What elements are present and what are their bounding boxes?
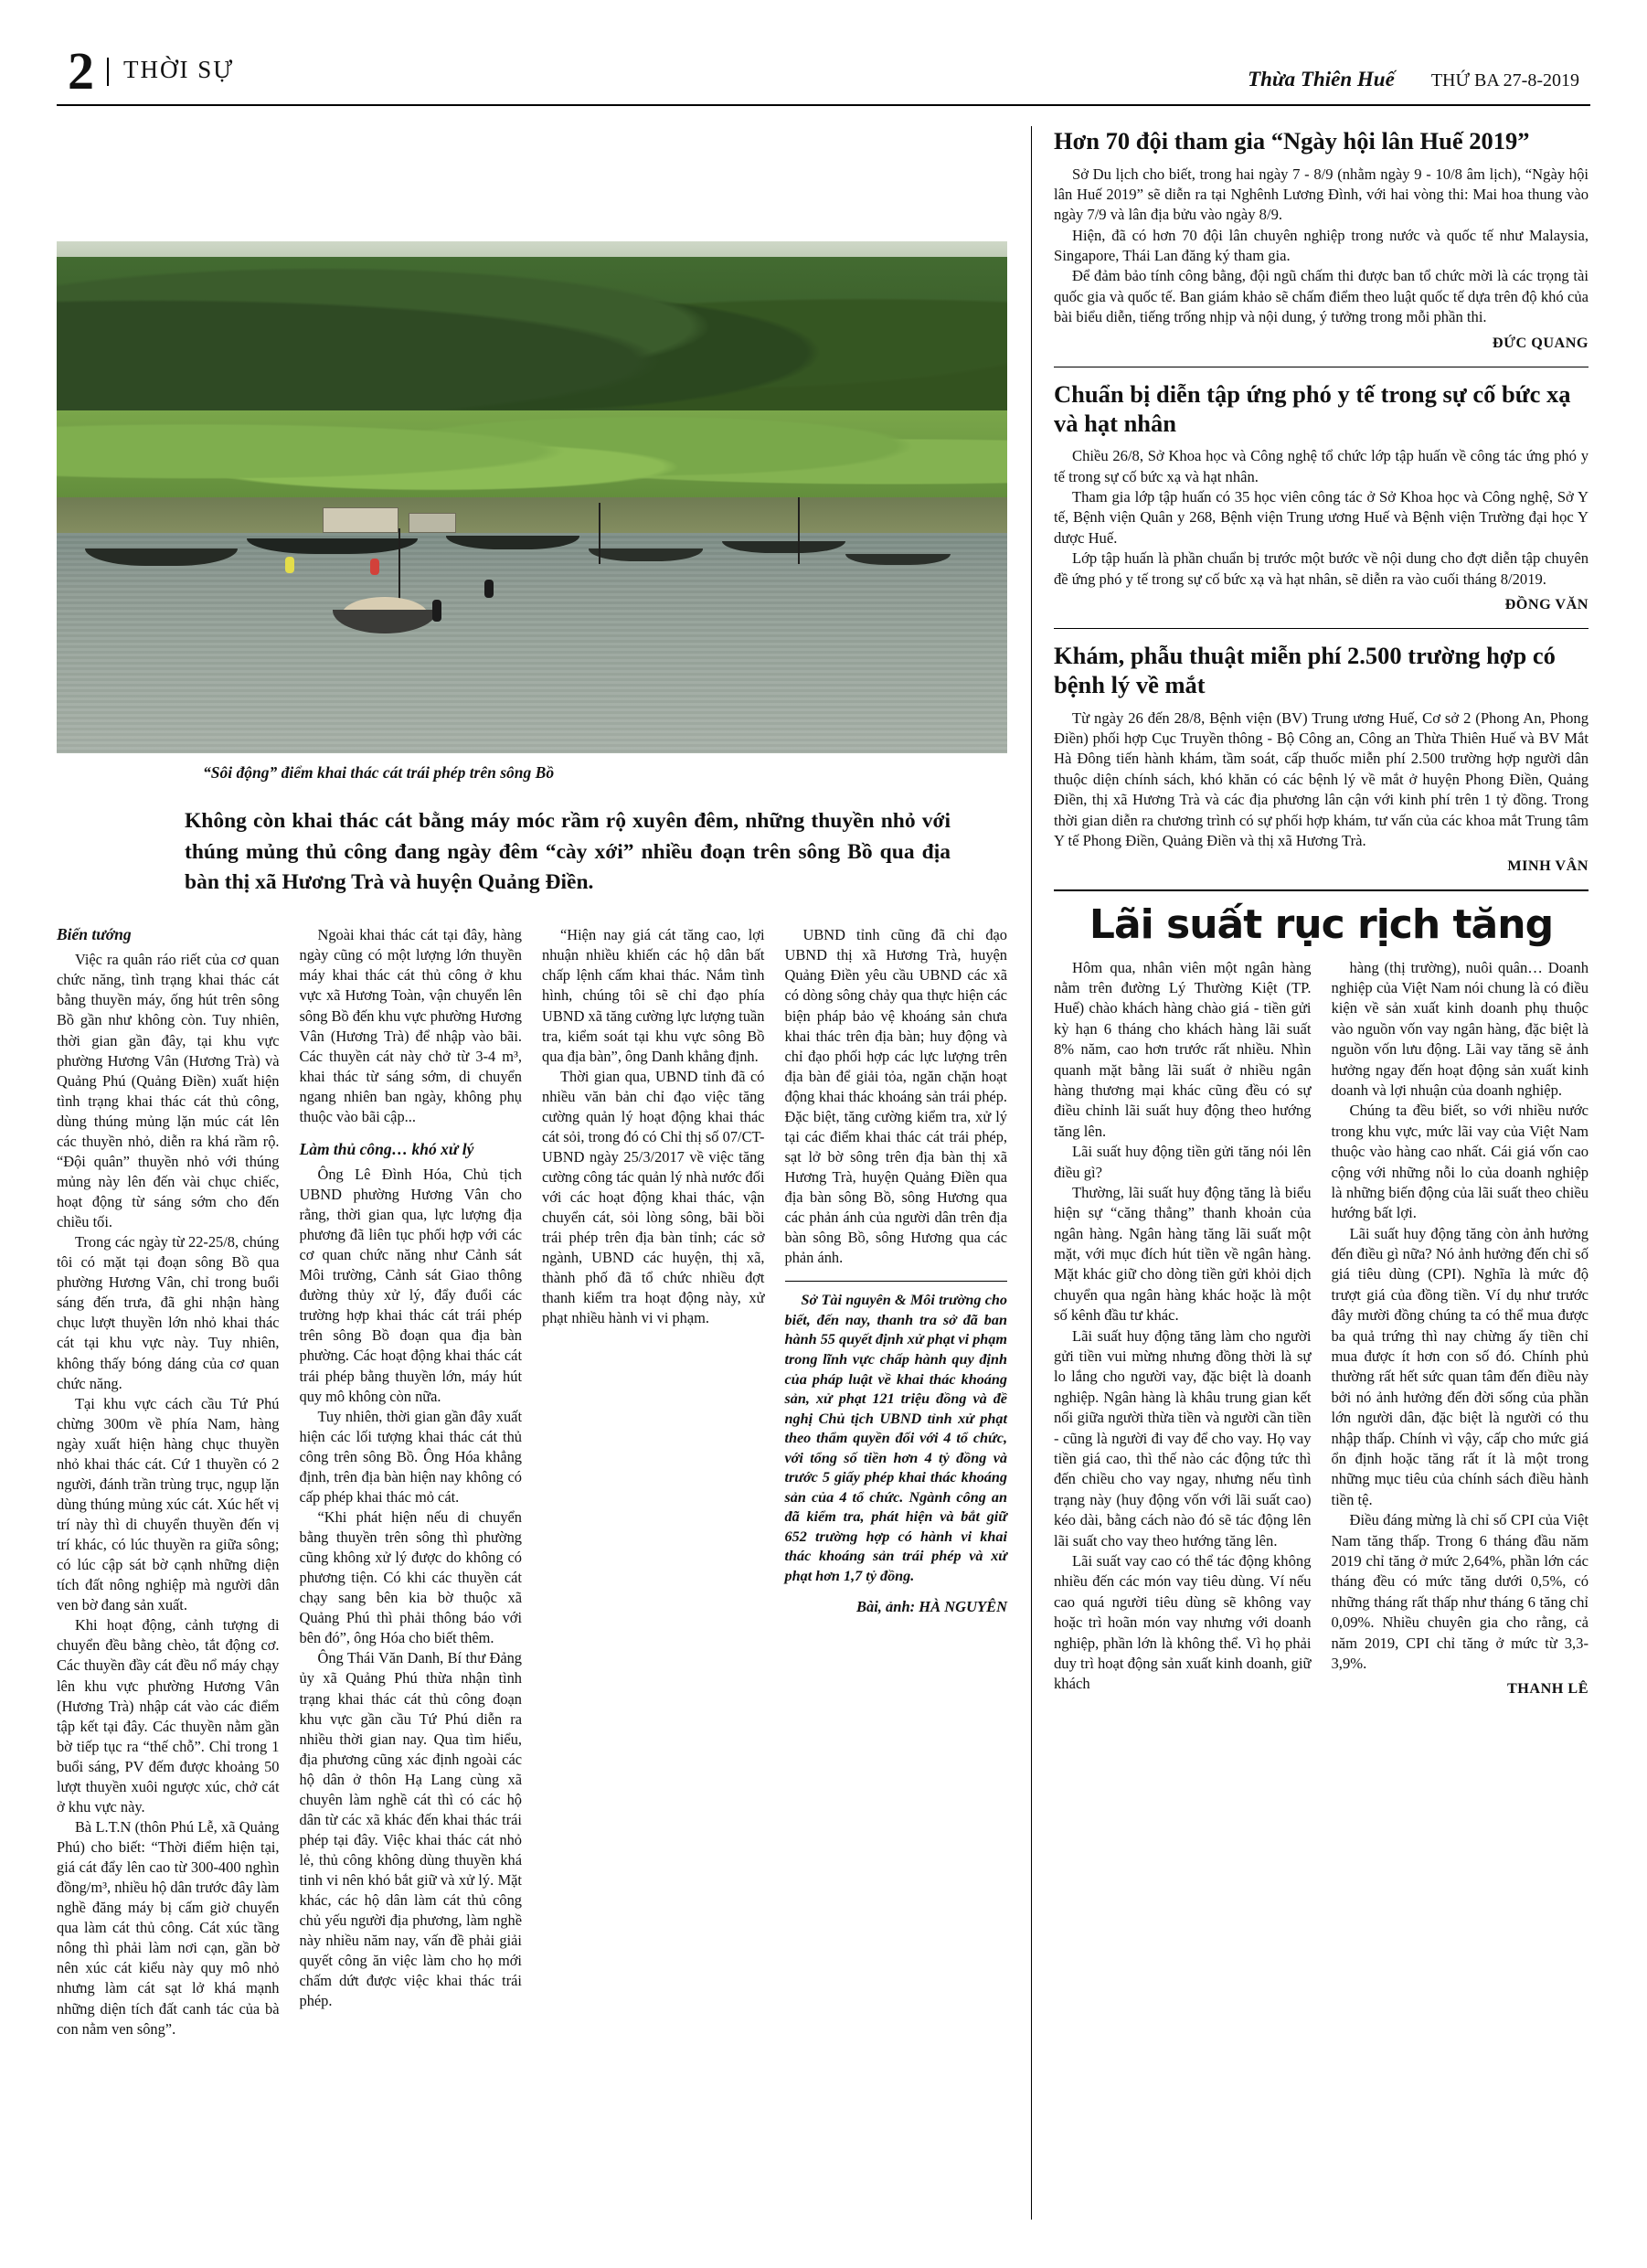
paragraph: Lãi suất huy động tiền gửi tăng nói lên điều gì? <box>1054 1143 1312 1181</box>
main-story <box>57 126 1007 2220</box>
paragraph: Từ ngày 26 đến 28/8, Bệnh viện (BV) Trung ương Huế, Cơ sở 2 (Phong An, Phong Điền) phối hợp Cục Truyền thông - Bộ Công an, Công an Thừa Thiên Huế và BV Mắt Hà Đông tiến hành khám, tầm soát, cấp thuốc miễn phí 2.500 trường hợp người dân thuộc diện chính sách, khó khăn có các bệnh lý về mắt ở huyện Phong Điền, Quảng Điền, thị xã Hương Trà và các địa phương lân cận với kinh phí trên 1 tỷ đồng. Trong thời gian diễn ra chương trình có sự phối hợp khám, tư vấn của các khoa mắt Trung tâm Y tế Phong Điền, Quảng Điền và thị xã Hương Trà. <box>1054 708 1589 850</box>
photo-caption: “Sôi động” điểm khai thác cát trái phép trên sông Bồ <box>203 763 555 783</box>
paragraph: Để đảm bảo tính công bằng, đội ngũ chấm thi được ban tổ chức mời là các trọng tài quốc gia và quốc tế. Ban giám khảo sẽ chấm điểm theo luật quốc tế dựa trên độ khó của bài biểu diễn, tiếng trống nhịp và nội dung, ý tưởng trong mỗi phần thi. <box>1054 267 1589 326</box>
paragraph: Thường, lãi suất huy động tăng là biểu hiện sự “căng thẳng” thanh khoản của ngân hàng. Ngân hàng tăng lãi suất một mặt, với mục đích hút tiền về ngân hàng. Mặt khác giữ cho dòng tiền gửi khỏi dịch chuyển qua ngân hàng khác hoặc là một số kênh đầu tư khác. <box>1054 1183 1312 1325</box>
feature-column-right <box>1332 958 1589 1698</box>
paragraph: Chúng ta đều biết, so với nhiều nước trong khu vực, mức lãi vay của Việt Nam thuộc vào hàng cao nhất. Cái giá vốn cao cộng với những nỗi lo của doanh nghiệp là những biến động của lãi suất theo chiều hướng bất lợi. <box>1331 1102 1589 1222</box>
sidebar-headline: Khám, phẫu thuật miễn phí 2.500 trường hợp có bệnh lý về mắt <box>1054 642 1556 699</box>
paragraph: Ông Lê Đình Hóa, Chủ tịch UBND phường Hương Vân cho rằng, thời gian qua, lực lượng địa phương đã liên tục phối hợp với các cơ quan chức năng như Cảnh sát Môi trường, Cảnh sát Giao thông đường thủy xử lý, đẩy đuổi các trường hợp khai thác cát trái phép trên sông Bồ đoạn qua địa bàn phường. Các hoạt động khai thác cát trái phép bằng thuyền lớn, máy hút quy mô không còn nữa. <box>299 1165 522 1405</box>
feature-columns <box>1054 958 1589 1698</box>
paragraph: Lớp tập huấn là phần chuẩn bị trước một bước về nội dung cho đợt diễn tập chuyên đề ứng phó y tế trong sự cố bức xạ và hạt nhân, sẽ diễn ra vào cuối tháng 8/2019. <box>1054 549 1589 588</box>
factbox-text: Sở Tài nguyên & Môi trường cho biết, đến nay, thanh tra sở đã ban hành 55 quyết định xử phạt vi phạm trong lĩnh vực chấp hành quy định của pháp luật về khai thác khoáng sản, xử phạt 121 triệu đồng và đề nghị Chủ tịch UBND tỉnh xử phạt theo thẩm quyền đối với 4 tổ chức, với tổng số tiền hơn 4 tỷ đồng và trước 5 giấy phép khai thác khoáng sản của 4 tổ chức. Ngành công an đã kiểm tra, phát hiện và bắt giữ 652 trường hợp có hành vi khai thác khoáng sản trái phép và xử phạt hơn 1,7 tỷ đồng. <box>784 1292 1007 1584</box>
photo-pole <box>599 503 600 564</box>
story-column-4 <box>785 925 1008 2039</box>
feature-headline: Lãi suất rục rịch tăng <box>1089 901 1554 949</box>
paragraph: Ông Thái Văn Danh, Bí thư Đảng ủy xã Quảng Phú thừa nhận tình trạng khai thác cát thủ công đoạn khu vực gần cầu Tứ Phú diễn ra nhiều thời gian nay. Qua tìm hiểu, địa phương cũng xác định ngoài các hộ dân ở thôn Hạ Lang cùng xã chuyên làm nghề cát thì có các hộ dân từ các xã khác đến khai thác trái phép tại đây. Việc khai thác cát nhỏ lẻ, thủ công không dùng thuyền khá tinh vi nên khó bắt giữ và xử lý. Mặt khác, các hộ dân làm cát thủ công chủ yếu người địa phương, làm nghề này nhiều năm nay, vấn đề phải giải quyết công ăn việc làm cho họ mới chấm dứt được việc khai thác trái phép. <box>299 1649 522 2010</box>
story-columns <box>57 925 1007 2039</box>
photo-hut <box>323 507 398 533</box>
sidebar-article-lan-hue <box>1054 126 1589 351</box>
page-number: 2 <box>68 41 94 101</box>
sidebar-headline: Chuẩn bị diễn tập ứng phó y tế trong sự cố bức xạ và hạt nhân <box>1054 379 1571 437</box>
feature-byline: THANH LÊ <box>1506 1680 1589 1698</box>
paragraph: Lãi suất huy động tăng làm cho người gửi tiền vui mừng nhưng đồng thời là sự lo lắng cho người vay, đặc biệt là doanh nghiệp. Ngân hàng là khâu trung gian kết nối giữa người thừa tiền và người cần tiền - cũng là người đi vay để cho vay. Họ vay tiền giá cao, thì thế nào các động tức thì đến chiều cho vay ngay, nhưng nếu tình trạng này (huy động vốn với lãi suất cao) kéo dài, bằng cách nào đó sẽ tác động lên lãi suất cho vay theo hướng tăng lên. <box>1054 1326 1312 1549</box>
masthead-left <box>68 41 235 101</box>
section-title: THỜI SỰ <box>107 58 234 86</box>
photo-person <box>285 557 294 573</box>
paragraph: Hôm qua, nhân viên một ngân hàng nằm trên đường Lý Thường Kiệt (TP. Huế) chào khách hàng chào giá - tiền gửi kỳ hạn 6 tháng cho khách hàng lãi suất 8% năm, cao hơn trước rất nhiều. Nhìn quanh mặt bằng lãi suất ở nhiều ngân hàng thương mại khác cũng đều có sự điều chỉnh lãi suất huy động theo hướng tăng lên. <box>1054 958 1312 1140</box>
paragraph: Chiều 26/8, Sở Khoa học và Công nghệ tổ chức lớp tập huấn về công tác ứng phó y tế trong sự cố bức xạ và hạt nhân. <box>1054 447 1589 485</box>
subheading-bien-tuong: Biến tướng <box>57 925 132 944</box>
main-photo <box>57 241 1007 753</box>
paragraph: hàng (thị trường), nuôi quân… Doanh nghiệp của Việt Nam nói chung là có điều kiện về sản xuất kinh doanh phụ thuộc vào nguồn vốn vay ngân hàng, đặc biệt là nguồn vốn lưu động. Lãi vay tăng sẽ ảnh hưởng ngay đến hoạt động sản xuất kinh doanh và lợi nhuận của doanh nghiệp. <box>1331 958 1589 1099</box>
paper-name: Thừa Thiên Huế <box>1248 68 1395 91</box>
paragraph: Trong các ngày từ 22-25/8, chúng tôi có mặt tại đoạn sông Bồ qua phường Hương Vân, chỉ trong buổi sáng đến trưa, đã ghi nhận hàng chục lượt thuyền lớn nhỏ khai thác cát tại khu vực này. Tuy nhiên, không thấy bóng dáng của cơ quan chức năng. <box>57 1233 280 1392</box>
paragraph: Hiện, đã có hơn 70 đội lân chuyên nghiệp trong nước và quốc tế như Malaysia, Singapore, Thái Lan đăng ký tham gia. <box>1054 226 1589 265</box>
paragraph: Sở Du lịch cho biết, trong hai ngày 7 - 8/9 (nhằm ngày 9 - 10/8 âm lịch), “Ngày hội lân Huế 2019” sẽ diễn ra tại Nghênh Lương Đình, với hai vòng thi: Mai hoa thung vào ngày 7/9 và lân địa bửu vào ngày 8/9. <box>1054 165 1589 224</box>
paragraph: Lãi suất vay cao có thể tác động không nhiều đến các món vay tiêu dùng. Ví nếu cao quá người tiêu dùng sẽ không vay hoặc trì hoãn món vay nhưng với doanh nghiệp, phần lớn là không thể. Vì họ phải duy trì hoạt động sản xuất kinh doanh, giữ khách <box>1054 1551 1312 1693</box>
issue-date: THỨ BA 27-8-2019 <box>1430 70 1579 91</box>
paragraph: Việc ra quân ráo riết của cơ quan chức năng, tình trạng khai thác cát bằng thuyền máy, ống hút trên sông Bồ gần như không còn. Tuy nhiên, thời gian gần đây, tại khu vực phường Hương Vân (Hương Trà) và Quảng Phú (Quảng Điền) xuất hiện tình trạng khai thác cát thủ công, dùng thúng mủng lặn múc cát lên các thuyền nhỏ, diễn ra khá rầm rộ. “Đội quân” thuyền nhỏ với thúng mủng này lên đến vài chục chiếc, hoạt động từ sáng sớm cho đến chiều tối. <box>57 951 280 1231</box>
sidebar-article-dien-tap <box>1054 379 1589 613</box>
story-factbox <box>785 1281 1008 1586</box>
paragraph: “Khi phát hiện nếu di chuyển bằng thuyền trên sông thì phường cũng không xử lý được do không có phương tiện. Có khi các thuyền cát chạy sang bên kia bờ thuộc xã Quảng Phú thì phải thông báo với bên đó”, ông Hóa cho biết thêm. <box>299 1507 522 1647</box>
page-content <box>57 126 1590 2220</box>
sidebar-byline: MINH VÂN <box>1507 857 1589 875</box>
photo-pole <box>798 497 800 564</box>
story-column-2 <box>300 925 523 2039</box>
photo-river <box>57 533 1007 753</box>
right-column <box>1031 126 1589 2220</box>
sidebar-article-kham-mat <box>1054 641 1589 875</box>
photo-treeline <box>57 257 1007 431</box>
paragraph: Tuy nhiên, thời gian gần đây xuất hiện các lối tượng khai thác cát thủ công trên sông Bồ. Ông Hóa khẳng định, trên địa bàn hiện nay không có cấp phép khai thác mỏ cát. <box>299 1407 522 1506</box>
photo-hut <box>409 513 456 533</box>
story-column-3 <box>542 925 765 2039</box>
paragraph: Điều đáng mừng là chỉ số CPI của Việt Nam tăng thấp. Trong 6 tháng đầu năm 2019 chỉ tăng ở mức 2,64%, phần lớn các tháng đều có mức tăng dưới 0,5%, có những tháng rất thấp như tháng 6 tăng chỉ 0,09%. Nhiều chuyên gia cho rằng, cả năm 2019, CPI chỉ tăng ở mức từ 3,3-3,9%. <box>1331 1511 1589 1672</box>
photo-person <box>484 580 494 598</box>
paragraph: Tham gia lớp tập huấn có 35 học viên công tác ở Sở Khoa học và Công nghệ, Sở Y tế, Bệnh viện Quân y 268, Bệnh viện Trung ương Huế và Bệnh viện Trường đại học Y dược Huế. <box>1054 488 1589 547</box>
masthead <box>57 41 1590 106</box>
paragraph: Khi hoạt động, cảnh tượng di chuyển đều bằng chèo, tắt động cơ. Các thuyền đầy cát đều nổ máy chạy lên khu vực phường Hương Vân (Hương Trà) nhập cát vào các điểm tập kết tại đây. Các thuyền nằm gần bờ tiếp tục ra “thế chỗ”. Chỉ trong 1 buổi sáng, PV đếm được khoảng 50 lượt thuyền xuôi ngược xúc, chở cát ở khu vực này. <box>57 1616 280 1815</box>
sidebar-byline: ĐỒNG VĂN <box>1504 596 1589 613</box>
paragraph: Thời gian qua, UBND tỉnh đã có nhiều văn bản chỉ đạo việc tăng cường quản lý hoạt động khai thác cát sỏi, trong đó có Chỉ thị số 07/CT-UBND ngày 25/3/2017 về việc tăng cường công tác quản lý nhà nước đối với các hoạt động khai thác, vận chuyển cát, sỏi lòng sông, bãi bồi trái phép trên địa bàn tỉnh; các sở ngành, UBND các huyện, thị xã, thành phố đã tổ chức nhiều đợt thanh kiểm tra hoạt động này, xử phạt nhiều hành vi vi phạm. <box>542 1067 765 1327</box>
paragraph: Bà L.T.N (thôn Phú Lễ, xã Quảng Phú) cho biết: “Thời điểm hiện tại, giá cát đẩy lên cao từ 300-400 nghìn đồng/m³, nhiều hộ dân trước đây làm nghề đăng máy bị cấm giờ chuyển qua làm cát thủ công. Cát xúc tầng nông thì phải làm nơi cạn, gần bờ nên xúc cát kiểu này quy mô nhỏ nhưng làm cát sạt lở khá mạnh những diện tích đất canh tác của bà con nằm ven sông”. <box>57 1817 280 2038</box>
story-byline: Bài, ảnh: HÀ NGUYÊN <box>855 1597 1007 1615</box>
photo-pole <box>398 528 400 600</box>
paragraph: Tại khu vực cách cầu Tứ Phú chừng 300m về phía Nam, hàng ngày xuất hiện hàng chục thuyền nhỏ khai thác cát. Cứ 1 thuyền có 2 người, đánh trần trùng trục, ngụp lặn dùng thúng mủng xúc cát. Xúc hết vị trí này thì di chuyển thuyền đến vị trí khác, có lúc thuyền ra giữa sông; có lúc cập sát bờ cạnh những diện tích đất nông nghiệp mà người dân ven bờ đang sản xuất. <box>57 1394 280 1614</box>
paragraph: Ngoài khai thác cát tại đây, hàng ngày cũng có một lượng lớn thuyền máy khai thác cát thủ công ở khu vực xã Hương Toàn, vận chuyển lên sông Bồ đến khu vực phường Hương Vân (Hương Trà) để nhập vào bãi. Các thuyền cát này chở từ 3-4 m³, khai thác từ sáng sớm, di chuyển ngang nhiên ban ngày, không phụ thuộc vào bãi cập... <box>299 926 522 1125</box>
masthead-right <box>1248 68 1579 95</box>
paragraph: “Hiện nay giá cát tăng cao, lợi nhuận nhiều khiến các hộ dân bất chấp lệnh cấm khai thác. Nắm tình hình, chúng tôi sẽ chỉ đạo phía UBND xã tăng cường lực lượng tuần tra, kiểm soát tại khu vực sông Bồ qua địa bàn”, ông Danh khẳng định. <box>542 926 765 1065</box>
story-deck: Không còn khai thác cát bằng máy móc rầm rộ xuyên đêm, những thuyền nhỏ với thúng mủng thủ công đang ngày đêm “cày xới” nhiều đoạn trên sông Bồ qua địa bàn thị xã Hương Trà và huyện Quảng Điền. <box>185 809 951 894</box>
subheading-lam-thu-cong: Làm thủ công… khó xử lý <box>299 1139 474 1158</box>
photo-person <box>370 559 379 575</box>
feature-column-left <box>1054 958 1312 1698</box>
paragraph: UBND tỉnh cũng đã chỉ đạo UBND thị xã Hương Trà, huyện Quảng Điền yêu cầu UBND các xã có dòng sông chảy qua thực hiện các biện pháp bảo vệ khoáng sản chưa khai thác trên địa bàn; huy động và chỉ đạo phối hợp các lực lượng trên địa bàn để giải tỏa, ngăn chặn hoạt động khai thác khoáng sản trái phép. Đặc biệt, tăng cường kiểm tra, xử lý tại các điểm khai thác cát trái phép, sạt lở bờ sông trên địa bàn thị xã Hương Trà, huyện Quảng Điền qua địa bàn sông Bồ, sông Hương qua các phản ánh của người dân trên địa bàn sông Bồ, sông Hương qua các phản ánh. <box>784 926 1007 1267</box>
main-headline-wrap <box>57 126 1007 236</box>
paragraph: Lãi suất huy động tăng còn ảnh hưởng đến điều gì nữa? Nó ảnh hưởng đến chỉ số giá tiêu dùng (CPI). Nghĩa là mức độ trượt giá của đồng tiền. Ví dụ như trước đây mười đồng chúng ta có thể mua được ba quả trứng thì nay chừng ấy tiền chỉ mua được ít hơn con số đó. Chính phủ thường rất hết sức quan tâm đến điều này bởi nó ảnh hưởng đến đời sống của phần lớn người dân, đặc biệt là người có thu nhập thấp. Chính vì vậy, cấp cho mức giá ổn định hoặc tăng rất ít là một trong những mục tiêu của chính sách điều hành tiền tệ. <box>1331 1224 1589 1508</box>
story-column-1 <box>57 925 280 2039</box>
feature-article-lai-suat <box>1054 889 1589 1698</box>
sidebar-headline: Hơn 70 đội tham gia “Ngày hội lân Huế 2019” <box>1054 127 1530 155</box>
sidebar-byline: ĐỨC QUANG <box>1492 334 1589 351</box>
photo-person <box>432 600 441 622</box>
divider <box>1054 628 1589 629</box>
